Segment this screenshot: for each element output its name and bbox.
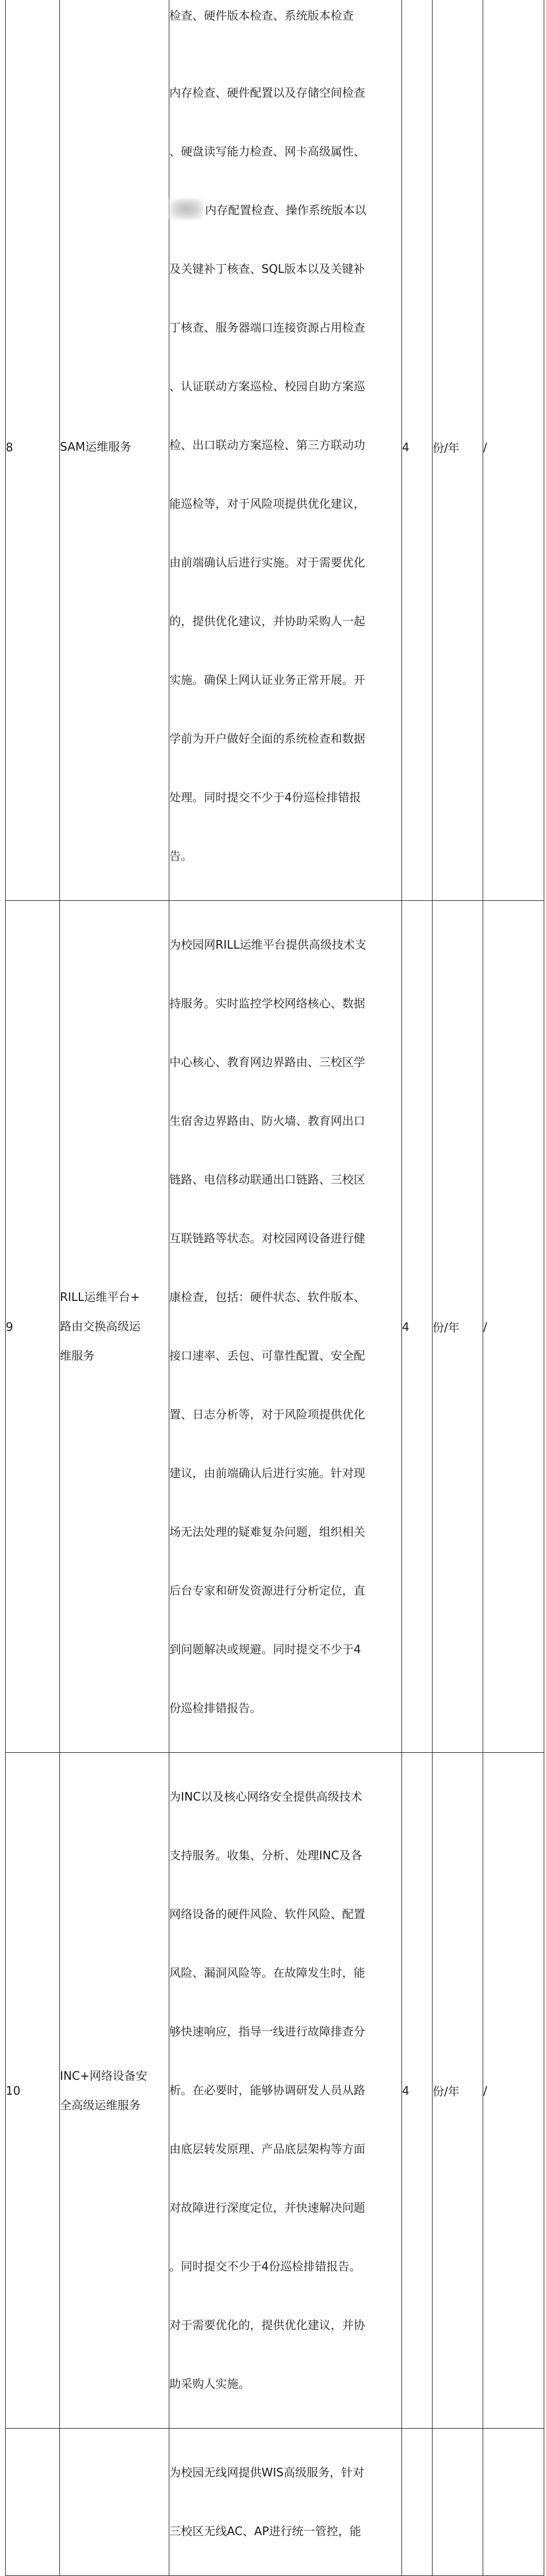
desc-line: 及关键补丁核查、SQL版本以及关键补 [169,262,365,276]
service-name [60,901,169,1753]
service-description [169,901,402,1753]
row-number: 9 [6,901,60,1753]
name-line: 路由交换高级运 [60,1319,141,1333]
table-row [6,1753,544,2429]
table-row [6,901,544,1753]
remark: / [483,1753,544,2429]
service-description [169,0,402,901]
desc-line: 互联链路等状态。对校园网设备进行健 [169,1231,365,1245]
desc-line: 、硬盘读写能力检查、网卡高级属性、 [169,144,365,158]
desc-line: 为校园网RILL运维平台提供高级技术支 [169,938,367,952]
desc-line: 内存配置检查、操作系统版本以 [205,203,366,217]
unit: 份/年 [433,0,483,901]
quantity [402,2429,433,2576]
desc-line: 、认证联动方案巡检、校园自助方案巡 [169,379,365,393]
desc-line: 对于需要优化的，提供优化建议，并协 [169,2318,365,2332]
desc-line: 后台专家和研发资源进行分析定位，直 [169,1584,365,1597]
desc-line: 到问题解决或规避。同时提交不少于4 [169,1642,361,1656]
service-table [5,0,544,2576]
remark: / [483,901,544,1753]
quantity: 4 [402,0,433,901]
desc-line: 链路、电信移动联通出口链路、三校区 [169,1173,365,1186]
table-row [6,2429,544,2576]
desc-line: 由前端确认后进行实施。对于需要优化 [169,555,365,569]
desc-line: 丁核查、服务器端口连接资源占用检查 [169,321,365,334]
name-line: 全高级运维服务 [60,2098,141,2112]
desc-line: 检、出口联动方案巡检、第三方联动功 [169,438,365,452]
desc-line: 能巡检等，对于风险项提供优化建议， [169,497,365,511]
row-number: 10 [6,1753,60,2429]
desc-line: 。同时提交不少于4份巡检排错报告。 [169,2259,361,2273]
desc-line: 风险、漏洞风险等。在故障发生时，能 [169,1966,365,1980]
desc-line: 够快速响应，指导一线进行故障排查分 [169,2025,365,2038]
desc-line: 持服务。实时监控学校网络核心、数据 [169,996,365,1010]
quantity: 4 [402,1753,433,2429]
desc-line-redacted [169,196,401,225]
desc-line: 告。 [169,849,192,863]
desc-line: 内存检查、硬件配置以及存储空间检查 [169,86,365,100]
service-description [169,1753,402,2429]
service-name [60,2429,169,2576]
service-name [60,1753,169,2429]
desc-line: 学前为开户做好全面的系统检查和数据 [169,732,365,745]
row-number [6,2429,60,2576]
remark [483,2429,544,2576]
desc-line: 处理。同时提交不少于4份巡检排错报 [169,790,361,804]
desc-line: 的，提供优化建议，并协助采购人一起 [169,614,365,628]
cut-line: 检查、硬件版本检查、系统版本检查 [169,9,354,22]
desc-line: 建议，由前端确认后进行实施。针对现 [169,1466,365,1480]
desc-line: 接口速率、丢包、可靠性配置、安全配 [169,1349,365,1363]
desc-line: 对故障进行深度定位，并快速解决问题 [169,2201,365,2214]
desc-line: 生宿舍边界路由、防火墙、教育网出口 [169,1114,365,1128]
unit [433,2429,483,2576]
redaction-blur [169,199,204,219]
unit: 份/年 [433,901,483,1753]
desc-line: 中心核心、教育网边界路由、三校区学 [169,1055,365,1069]
name-line: INC+网络设备安 [60,2068,147,2083]
row-number: 8 [6,0,60,901]
desc-line: 三校区无线AC、AP进行统一管控，能 [169,2524,362,2538]
desc-line: 网络设备的硬件风险、软件风险、配置 [169,1907,365,1921]
name-line: 维服务 [60,1349,94,1363]
service-name: SAM运维服务 [60,0,169,901]
table-row [6,0,544,901]
desc-line: 助采购人实施。 [169,2377,250,2391]
desc-line: 为INC以及核心网络安全提供高级技术 [169,1790,362,1803]
desc-line: 份巡检排错报告。 [169,1701,261,1715]
remark: / [483,0,544,901]
desc-line: 置、日志分析等，对于风险项提供优化 [169,1407,365,1421]
desc-line: 为校园无线网提供WIS高级服务，针对 [169,2465,365,2479]
desc-line: 析。在必要时，能够协调研发人员从路 [169,2083,365,2097]
name-line: RILL运维平台+ [60,1290,140,1304]
desc-line: 支持服务。收集、分析、处理INC及各 [169,1848,362,1862]
service-description [169,2429,402,2576]
desc-line: 实施。确保上网认证业务正常开展。开 [169,673,365,687]
quantity: 4 [402,901,433,1753]
unit: 份/年 [433,1753,483,2429]
desc-line: 康检查，包括：硬件状态、软件版本、 [169,1290,365,1304]
desc-line: 场无法处理的疑难复杂问题，组织相关 [169,1525,365,1539]
desc-line: 由底层转发原理、产品底层架构等方面 [169,2142,365,2156]
